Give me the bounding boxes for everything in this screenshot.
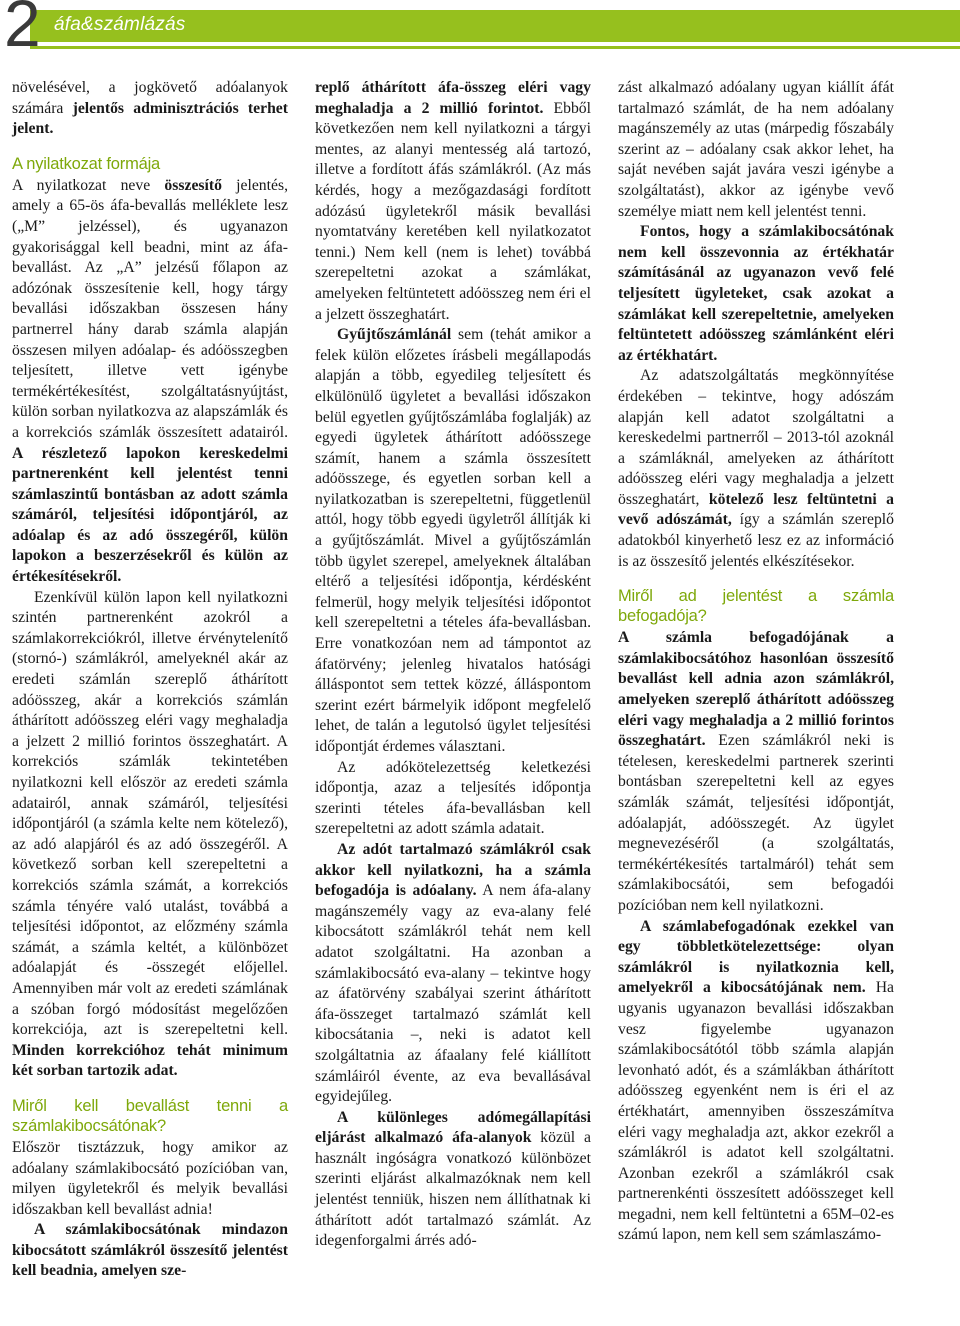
text: Ebből következően nem kell nyilatkozni a tárgyi mentes, az alanyi mentesség alá tartozó, illetve a fordított áfás számlákról. (Az más kérdés, hogy a mezőgazdasági fordított adózású ügyletekről másik bevallási nyomtatvány keretében kell nyilatkozatot tenni.) Nem kell (nem is lehet) továbbá szerepeltetni azokat a számlákat, amelyeken feltüntetett adóösszeg nem éri el a jelzett összeghatárt.: [315, 99, 591, 323]
section-heading: Miről ad jelentést a számla befogadója?: [618, 587, 894, 626]
paragraph: Először tisztázzuk, hogy amikor az adóalany számlakibocsátó pozícióban van, milyen ügyletekről és melyik bevallási időszakban kell bevallást adnia!: [12, 1138, 288, 1218]
page-number: 2: [4, 0, 39, 60]
column-3: [618, 78, 894, 1246]
paragraph: [12, 1220, 288, 1282]
text: Az adatszolgáltatás megkönnyítése érdekében – tekintve, hogy adószám alapján kell adatot szolgáltatni a kereskedelmi partnerről – 2013-tól azoknál a számláknál, amelyeken az áthárított adóösszeg eléri vagy meghaladja a jelzett összeghatárt,: [618, 367, 894, 508]
bold-text: A különleges adómegállapítási eljárást alkalmazó áfa-alanyok: [315, 1108, 591, 1147]
bold-text: kötelező lesz feltüntetni a vevő adószámát,: [618, 490, 894, 529]
paragraph: zást alkalmazó adóalany ugyan kiállít áfát tartalmazó számlát, de ha nem adóalany magánszemély az utas (márpedig főszabály szerint az – adóalany csak akkor lehet, ha saját nevében saját javára veszi igénybe a szolgáltatást), akkor az igénybe vevő személye miatt nem kell jelentést tenni.: [618, 79, 894, 220]
paragraph: [315, 840, 591, 1108]
paragraph: [618, 366, 894, 572]
paragraph: [315, 325, 591, 757]
text: Ezen számlákról neki is tételesen, kereskedelmi partnerek szerinti bontásban szerepeltetni kell az egyes számlák számát, teljesítési időpontját, adóalapját, adóösszegét. Az ügylet megnevezéséről (a szolgáltatás, termékértékesítés tartalmáról) tehát sem számlakibocsátói, sem befogadói pozícióban nem kell nyilatkozni.: [618, 732, 894, 914]
bold-text: összesítő: [164, 176, 222, 194]
paragraph: [618, 628, 894, 916]
bold-text: A számlabefogadónak ezekkel van egy többletkötelezettsége: olyan számlákról is nyilatkoznia kell, amelyekről a kibocsátójának nem.: [618, 917, 894, 997]
bold-text: jelentős adminisztrációs terhet jelent.: [12, 99, 288, 138]
bold-text: Fontos, hogy a számlakibocsátónak nem kell összevonnia az értékhatár számításánál az ugyanazon vevő felé teljesített ügyleteket, csak azokat a számlákat kell szerepeltetnie, amelyeken feltüntetett adóösszeg számlánként eléri az értékhatárt.: [618, 223, 894, 364]
paragraph: Az adókötelezettség keletkezési időpontja, azaz a teljesítés időpontja szerinti tételes áfa-bevallásban kell szerepeltetni az adott számla adatait.: [315, 758, 591, 838]
column-2: [315, 78, 591, 1252]
bold-text: replő áthárított áfa-összeg eléri vagy meghaladja a 2 millió forintot.: [315, 79, 591, 117]
bold-text: A számlakibocsátónak mindazon kibocsátott számlákról összesítő jelentést kell beadnia, amelyen sze-: [12, 1221, 288, 1280]
paragraph: [315, 78, 591, 325]
paragraph: [12, 588, 288, 1082]
bold-text: Gyűjtőszámlánál: [337, 326, 452, 344]
section-heading: A nyilatkozat formája: [12, 154, 161, 173]
text: Ezenkívül külön lapon kell nyilatkozni szintén partnerenként azokról a számlakorrekciókról, illetve érvénytelenítő (stornó-) számlákról, amelyeknél akár az eredeti számlán szereplő áthárított adóösszeg, akár a korrekciós számlán áthárított adóösszeg eléri vagy meghaladja a jelzett 2 millió forintos összeghatárt. A korrekciós számlák tekintetében nyilatkozni kell először az eredeti számla adatairól, annak számáról, teljesítési időpontjáról (a számla kelte nem kötelező), az adó alapjáról és az adó összegéről. A következő sorban kell szerepeltetni a korrekciós számla számát, a korrekciós számla tényére való utalást, továbbá a teljesítési időpontot, az előzmény számla számát, a számla keltét, a különbözet adóalapját és -összegét előjellel. Amennyiben már volt az eredeti számlának a szóban forgó módosítást megelőzően korrekciója, azt is szerepeltetni kell.: [12, 588, 288, 1039]
paragraph: [12, 78, 288, 140]
page-header: [0, 0, 960, 60]
text: Ha ugyanis ugyanazon bevallási időszakban vesz figyelembe ugyanazon számlakibocsátótól több számla alapján levonható adót, és a számlákban áthárított adóösszeg egyenként nem is éri el az értékhatárt, amennyiben összeszámítva eléri vagy meghaladja azt, akkor ezekről a számlákról is adatot kell szolgáltatni. Azonban ezekről a számlákról csak partnerenkénti összesített adóösszeget kell megadni, nem kell feltüntetni a 65M–02-es számú lapon, nem kell sem számlaszámo-: [618, 979, 894, 1244]
text: így a számlán szereplő adatokból kinyerhető lesz ez az információ is az összesítő jelentés elkészítésekor.: [618, 511, 894, 570]
column-1: [12, 78, 288, 1282]
bold-text: A számla befogadójának a számlakibocsátóhoz hasonlóan összesítő bevallást kell adnia azon számlákról, amelyeken szereplő áthárított adóösszeg eléri vagy meghaladja a 2 millió forintos összeghatárt.: [618, 629, 894, 750]
section-heading: Miről kell bevallást tenni a számlakibocsátónak?: [12, 1096, 288, 1135]
paragraph: [618, 222, 894, 366]
text: A nyilatkozat neve: [12, 176, 165, 194]
header-rule: [30, 46, 960, 49]
text: közül a használt ingóságra vonatkozó különbözet szerinti eljárást alkalmazóknak nem kell jelentést tenniük, hiszen nem állíthatnak ki áthárított adót tartalmazó számlát. Az idegenforgalmi árrés adó-: [315, 1129, 591, 1250]
paragraph: [12, 176, 288, 588]
text: növelésével, a jogkövető adóalanyok számára: [12, 79, 288, 117]
bold-text: A részletező lapokon kereskedelmi partnerenként kell jelentést tenni számlaszintű bontásban az adott számla számáról, teljesítési időpontjáról, az adóalap és az adó összegéről, külön lapokon a beszerzésekről és külön az értékesítésekről.: [12, 444, 288, 586]
section-title: áfa&számlázás: [54, 14, 186, 35]
paragraph: [618, 917, 894, 1247]
text: A nem áfa-alany magánszemély vagy az eva-alany felé kibocsátott számlákról tehát nem kell adatot szolgáltatni. Ha azonban a számlakibocsátó eva-alany – tekintve hogy az áfatörvény szabályai szerint áthárított áfa-összeget tartalmazó számlát kell kibocsátania –, neki is adatot kell szolgáltatnia az áfaalany felé kiállított számláiról évente, az eva bevallásával egyidejűleg.: [315, 882, 591, 1106]
text: jelentés, amely a 65-ös áfa-bevallás melléklete lesz („M” jelzéssel), és ugyanazon gyakorisággal kell beadni, mint az áfa-bevallást. Az „A” jelzésű főlapon az adózónak összesítenie kell, hogy tárgy bevallási időszakban összesen hány partnerrel hány darab számla alapján összesen milyen adóalap- és adóösszegben teljesített, illetve vett igénybe termékértékesítést, szolgáltatásnyújtást, külön sorban nyilatkozva az alapszámlák és a korrekciós számlák összesített adatairól.: [12, 176, 288, 441]
paragraph: [315, 1108, 591, 1252]
text: sem (tehát amikor a felek külön előzetes írásbeli megállapodás alapján a több, egyedileg teljesített és elkülönülő ügyletet a bevallási időszakon belül egyetlen gyűjtőszámlába foglalják) az egyedi ügyletek áthárított adóösszege számít, hanem a számla összesített adóösszege, és egyetlen sorban kell a nyilatkozatban is szerepeltetni, függetlenül attól, hogy több egyedi ügyletről állítják ki a gyűjtőszámlát. Mivel a gyűjtőszámlán több ügylet szerepel, amelyeknek általában eltérő a teljesítési időpontja, kérdésként felmerül, hogy melyik teljesítési időpontot kell szerepeltetni a tételes áfa-bevallásban. Erre vonatkozóan nem ad támpontot az áfatörvény; jelenleg hivatalos hatósági álláspontot sem tettek közzé, álláspontom szerint ezért bármelyik időpont megfelelő lehet, de talán a legutolsó ügylet teljesítési időpontját érdemes választani.: [315, 326, 591, 755]
bold-text: Az adót tartalmazó számlákról csak akkor kell nyilatkozni, ha a számla befogadója is adóalany.: [315, 840, 591, 900]
bold-text: Minden korrekcióhoz tehát minimum két sorban tartozik adat.: [12, 1041, 288, 1080]
